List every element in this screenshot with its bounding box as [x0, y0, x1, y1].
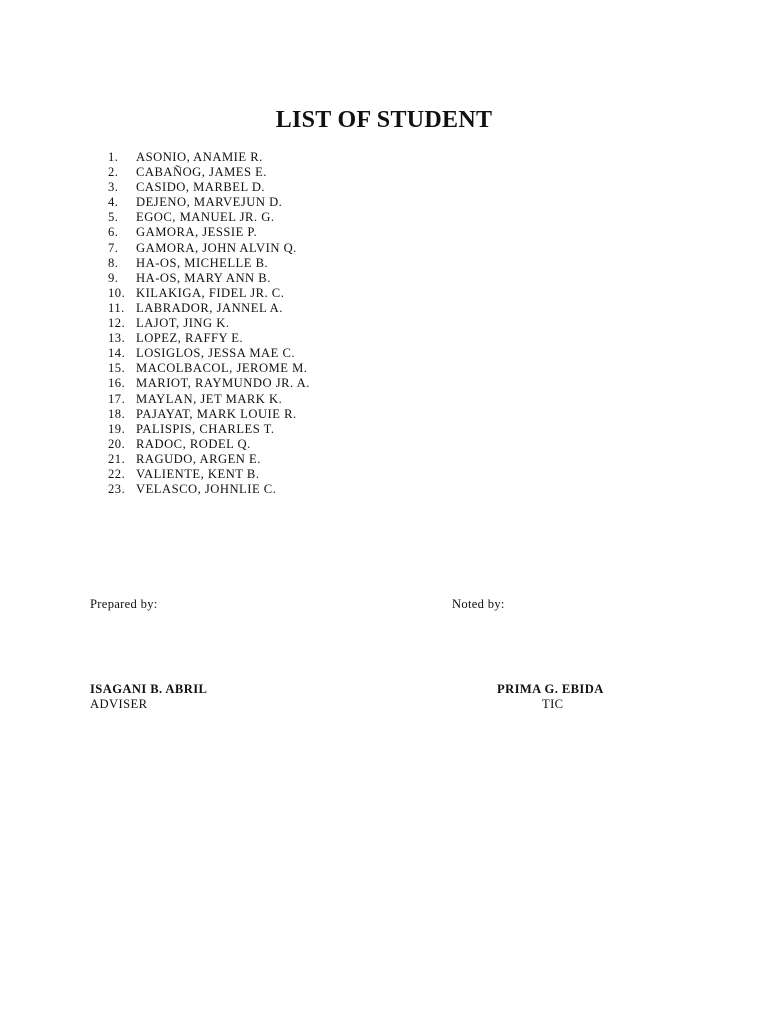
list-item-number: 5.: [108, 210, 119, 225]
student-name: LOPEZ, RAFFY E.: [136, 331, 244, 346]
prepared-by-label: Prepared by:: [90, 597, 158, 611]
list-item: [108, 225, 310, 240]
student-name: RADOC, RODEL Q.: [136, 436, 251, 451]
list-item: [108, 452, 310, 467]
student-name: PAJAYAT, MARK LOUIE R.: [136, 406, 297, 421]
list-item: [108, 241, 310, 256]
student-name: CABAÑOG, JAMES E.: [136, 165, 267, 180]
list-item-number: 11.: [108, 300, 125, 315]
student-name: VELASCO, JOHNLIE C.: [136, 482, 277, 497]
list-item-number: 20.: [108, 436, 126, 451]
student-name: LAJOT, JING K.: [136, 316, 230, 331]
list-item: [108, 346, 310, 361]
adviser-title: ADVISER: [90, 697, 148, 711]
list-item-number: 23.: [108, 482, 126, 497]
list-item: [108, 301, 310, 316]
adviser-name: ISAGANI B. ABRIL: [90, 682, 208, 696]
list-item: [108, 316, 310, 331]
list-item: [108, 150, 310, 165]
student-name: MACOLBACOL, JEROME M.: [136, 361, 308, 376]
list-item-number: 8.: [108, 255, 119, 270]
list-item-number: 4.: [108, 195, 119, 210]
list-item-number: 19.: [108, 421, 126, 436]
list-item-number: 12.: [108, 316, 126, 331]
list-item-number: 21.: [108, 451, 126, 466]
list-item-number: 3.: [108, 180, 119, 195]
list-item-number: 15.: [108, 361, 126, 376]
tic-name: PRIMA G. EBIDA: [497, 682, 604, 696]
student-name: LOSIGLOS, JESSA MAE C.: [136, 346, 296, 361]
list-item: [108, 180, 310, 195]
list-item: [108, 482, 310, 497]
list-item: [108, 407, 310, 422]
student-name: GAMORA, JOHN ALVIN Q.: [136, 240, 297, 255]
student-name: PALISPIS, CHARLES T.: [136, 421, 275, 436]
list-item: [108, 392, 310, 407]
student-name: EGOC, MANUEL JR. G.: [136, 210, 275, 225]
list-item: [108, 437, 310, 452]
student-name: RAGUDO, ARGEN E.: [136, 451, 261, 466]
student-name: LABRADOR, JANNEL A.: [136, 300, 283, 315]
student-name: HA-OS, MARY ANN B.: [136, 270, 271, 285]
list-item: [108, 286, 310, 301]
student-name: VALIENTE, KENT B.: [136, 466, 260, 481]
list-item-number: 13.: [108, 331, 126, 346]
list-item-number: 22.: [108, 466, 126, 481]
student-name: CASIDO, MARBEL D.: [136, 180, 266, 195]
student-name: GAMORA, JESSIE P.: [136, 225, 258, 240]
student-name: MAYLAN, JET MARK K.: [136, 391, 283, 406]
noted-by-label: Noted by:: [452, 597, 505, 611]
student-name: ASONIO, ANAMIE R.: [136, 150, 263, 164]
list-item: [108, 376, 310, 391]
tic-title: TIC: [542, 697, 564, 711]
list-item: [108, 195, 310, 210]
student-name: HA-OS, MICHELLE B.: [136, 255, 269, 270]
list-item-number: 6.: [108, 225, 119, 240]
list-item: [108, 271, 310, 286]
list-item: [108, 165, 310, 180]
list-item-number: 17.: [108, 391, 126, 406]
list-item: [108, 256, 310, 271]
list-item: [108, 467, 310, 482]
student-list: [108, 150, 310, 497]
list-item: [108, 210, 310, 225]
student-name: MARIOT, RAYMUNDO JR. A.: [136, 376, 310, 391]
list-item-number: 9.: [108, 270, 119, 285]
list-item: [108, 361, 310, 376]
list-item-number: 16.: [108, 376, 126, 391]
list-item-number: 10.: [108, 285, 126, 300]
list-item-number: 18.: [108, 406, 126, 421]
list-item-number: 1.: [108, 150, 119, 164]
student-name: KILAKIGA, FIDEL JR. C.: [136, 285, 285, 300]
list-item: [108, 422, 310, 437]
student-name: DEJENO, MARVEJUN D.: [136, 195, 283, 210]
list-item-number: 2.: [108, 165, 119, 180]
list-item-number: 7.: [108, 240, 119, 255]
page-title: LIST OF STUDENT: [275, 107, 493, 133]
list-item-number: 14.: [108, 346, 126, 361]
list-item: [108, 331, 310, 346]
